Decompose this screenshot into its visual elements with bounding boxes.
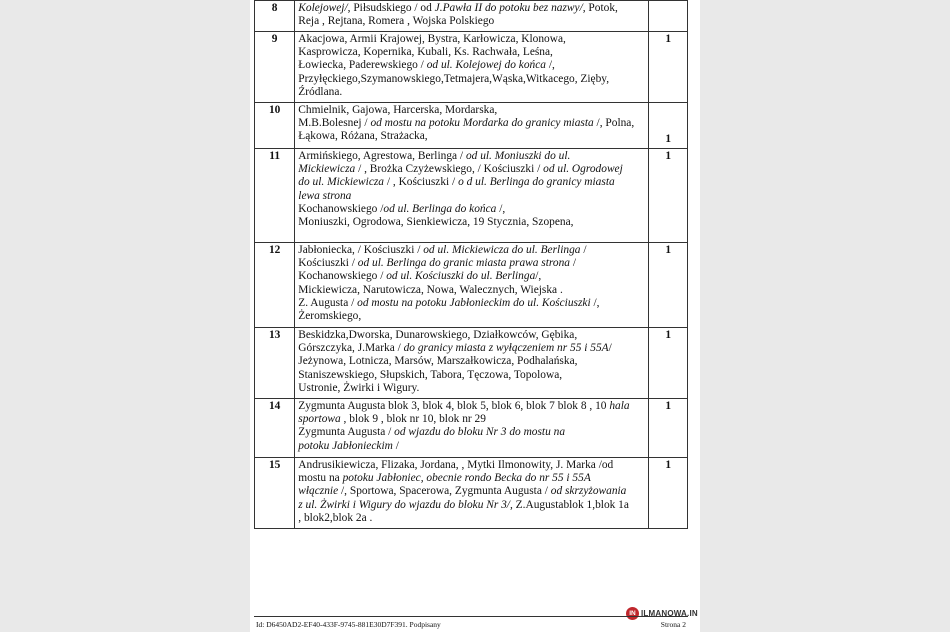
document-id: Id: D6450AD2-EF40-433F-9745-881E30D7F391. Podpisany xyxy=(256,620,441,629)
text-segment: , blok 9 , blok nr 10, blok nr 29 xyxy=(340,413,486,426)
italic-segment: od mostu na potoku Jabłonieckim do ul. Kościuszki xyxy=(357,296,591,309)
document-page xyxy=(250,0,700,632)
street-line xyxy=(298,86,645,99)
street-line xyxy=(298,329,645,342)
street-line xyxy=(298,459,645,472)
text-segment: / xyxy=(608,342,612,355)
street-line xyxy=(298,15,645,28)
street-line xyxy=(298,216,645,229)
text-segment: Jeżynowa, Lotnicza, Marsów, Marszałkowicza, Podhalańska, xyxy=(298,355,578,368)
footer-divider xyxy=(254,616,688,617)
table-row xyxy=(255,103,688,149)
italic-segment: od ul. Kościuszki do ul. Berlinga xyxy=(386,270,536,283)
street-list xyxy=(295,399,649,458)
italic-segment: Kolejowej/ xyxy=(298,2,348,14)
street-line xyxy=(298,369,645,382)
row-value: 1 xyxy=(649,328,688,399)
text-segment: Mickiewicza, Narutowicza, Nowa, Walecznych, Wiejska . xyxy=(298,283,563,296)
text-segment: / xyxy=(580,244,587,256)
street-line xyxy=(298,355,645,368)
row-value: 1 xyxy=(649,458,688,529)
street-list xyxy=(295,103,649,149)
street-line xyxy=(298,257,645,270)
table-row xyxy=(255,458,688,529)
italic-segment: od ul. Kolejowej do końca xyxy=(426,59,546,72)
street-line xyxy=(298,117,645,130)
street-line xyxy=(298,33,645,46)
table-row xyxy=(255,32,688,103)
row-number: 11 xyxy=(255,149,295,243)
text-segment: Zygmunta Augusta blok 3, blok 4, blok 5, blok 6, blok 7 blok 8 , 10 xyxy=(298,400,610,412)
italic-segment: od ul. Mickiewicza do ul. Berlinga xyxy=(423,244,581,256)
italic-segment: od skrzyżowania xyxy=(550,485,627,498)
text-segment: Ustronie, Żwirki i Wigury. xyxy=(298,381,420,394)
text-segment: mostu na xyxy=(298,472,343,485)
row-number: 15 xyxy=(255,458,295,529)
text-segment: Jabłoniecka, / Kościuszki / xyxy=(298,244,424,256)
table-row xyxy=(255,149,688,243)
street-line xyxy=(298,426,645,439)
text-segment: Staniszewskiego, Słupskich, Tabora, Tęczowa, Topolowa, xyxy=(298,368,563,381)
text-segment: /, xyxy=(545,59,555,72)
street-line xyxy=(298,342,645,355)
text-segment: Reja , Rejtana, Romera , Wojska Polskiego xyxy=(298,15,495,28)
italic-segment: od ul. Ogrodowej xyxy=(543,163,623,176)
italic-segment: J.Pawła II do potoku bez nazwy/, xyxy=(434,2,586,14)
row-value: 1 xyxy=(649,32,688,103)
text-segment: /, Sportowa, Spacerowa, Zygmunta Augusta / xyxy=(338,485,551,498)
row-value: 1 xyxy=(649,149,688,243)
text-segment: M.B.Bolesnej / xyxy=(298,117,371,130)
street-line xyxy=(298,190,645,203)
row-number: 14 xyxy=(255,399,295,458)
street-line xyxy=(298,512,645,525)
row-number: 8 xyxy=(255,1,295,32)
text-segment: Źródlana. xyxy=(298,85,343,98)
street-line xyxy=(298,284,645,297)
italic-segment: o d ul. Berlinga do granicy miasta xyxy=(458,176,615,189)
text-segment: Kościuszki / xyxy=(298,257,358,270)
logo-wordmark: ILMANOWA.IN xyxy=(641,608,698,618)
text-segment: Chmielnik, Gajowa, Harcerska, Mordarska, xyxy=(298,104,498,116)
italic-segment: włącznie xyxy=(298,485,339,498)
street-line xyxy=(298,499,645,512)
page-number: Strona 2 xyxy=(660,620,686,629)
street-list xyxy=(295,243,649,328)
italic-segment: od ul. Berlinga do granic miasta prawa strona xyxy=(357,257,570,270)
text-segment: Łąkowa, Różana, Strażacka, xyxy=(298,130,428,143)
street-line xyxy=(298,203,645,216)
text-segment: /, xyxy=(590,296,600,309)
street-line xyxy=(298,413,645,426)
text-segment: / , Kościuszki / xyxy=(384,176,459,189)
logo-badge: IN xyxy=(626,607,639,620)
italic-segment: do granicy miasta z wyłączeniem nr 55 i 55A xyxy=(403,342,609,355)
table-row xyxy=(255,243,688,328)
street-line xyxy=(298,244,645,257)
text-segment: /, xyxy=(496,202,506,215)
street-line xyxy=(298,46,645,59)
text-segment: Potok, xyxy=(585,2,618,14)
text-segment: Z. Augusta / xyxy=(298,296,358,309)
row-number: 12 xyxy=(255,243,295,328)
text-segment: Andrusikiewicza, Flizaka, Jordana, , Mytki Ilmonowity, J. Marka /od xyxy=(298,459,614,471)
street-line xyxy=(298,400,645,413)
row-value xyxy=(649,1,688,32)
row-number: 13 xyxy=(255,328,295,399)
street-line xyxy=(298,176,645,189)
text-segment: /, xyxy=(535,270,542,283)
street-line xyxy=(298,382,645,395)
italic-segment: od mostu na potoku Mordarka do granicy miasta xyxy=(370,117,594,130)
table-row xyxy=(255,1,688,32)
street-line xyxy=(298,150,645,163)
street-line xyxy=(298,310,645,323)
text-segment: Kochanowskiego / xyxy=(298,202,384,215)
text-segment: Beskidzka,Dworska, Dunarowskiego, Działkowców, Gębika, xyxy=(298,329,578,341)
italic-segment: z ul. Żwirki i Wigury do wjazdu do bloku Nr 3/, xyxy=(298,498,513,511)
street-line xyxy=(298,130,645,143)
text-segment: , blok2,blok 2a . xyxy=(298,511,373,524)
row-value: 1 xyxy=(649,103,688,149)
text-segment: Kochanowskiego / xyxy=(298,270,387,283)
text-segment: /, Polna, xyxy=(593,117,635,130)
text-segment: Przyłęckiego,Szymanowskiego,Tetmajera,Wąska,Witkacego, Zięby, xyxy=(298,72,610,85)
street-list xyxy=(295,458,649,529)
street-list xyxy=(295,328,649,399)
site-logo xyxy=(626,606,698,620)
italic-segment: Mickiewicza xyxy=(298,163,356,176)
street-line xyxy=(298,472,645,485)
row-number: 9 xyxy=(255,32,295,103)
row-value: 1 xyxy=(649,399,688,458)
text-segment: , Piłsudskiego / od xyxy=(347,2,435,14)
italic-segment: sportowa xyxy=(298,413,341,426)
italic-segment: lewa strona xyxy=(298,189,352,202)
street-line xyxy=(298,104,645,117)
street-line xyxy=(298,297,645,310)
italic-segment: hala xyxy=(609,400,630,412)
italic-segment: od ul. Berlinga do końca xyxy=(383,202,497,215)
street-line xyxy=(298,2,645,15)
streets-table xyxy=(254,0,688,529)
italic-segment: od wjazdu do bloku Nr 3 do mostu na xyxy=(394,426,566,439)
street-line xyxy=(298,485,645,498)
text-segment: / xyxy=(569,257,576,270)
text-segment: / , Brożka Czyżewskiego, / Kościuszki / xyxy=(355,163,544,176)
street-list xyxy=(295,1,649,32)
text-segment: Łowiecka, Paderewskiego / xyxy=(298,59,427,72)
row-number: 10 xyxy=(255,103,295,149)
street-line xyxy=(298,59,645,72)
street-list xyxy=(295,32,649,103)
text-segment: Zygmunta Augusta / xyxy=(298,426,395,439)
table-row xyxy=(255,399,688,458)
italic-segment: potoku Jabłonieckim xyxy=(298,439,393,452)
street-line xyxy=(298,270,645,283)
text-segment: Górszczyka, J.Marka / xyxy=(298,342,404,355)
italic-segment: do ul. Mickiewicza xyxy=(298,176,385,189)
text-segment: Kasprowicza, Kopernika, Kubali, Ks. Rachwała, Leśna, xyxy=(298,46,553,59)
text-segment: / xyxy=(392,439,399,452)
text-segment: Z.Augustablok 1,blok 1a xyxy=(512,498,629,511)
text-segment: Armińskiego, Agrestowa, Berlinga / xyxy=(298,150,466,162)
row-value: 1 xyxy=(649,243,688,328)
street-line xyxy=(298,73,645,86)
table-row xyxy=(255,328,688,399)
text-segment: Akacjowa, Armii Krajowej, Bystra, Karłowicza, Klonowa, xyxy=(298,33,566,45)
text-segment: Moniuszki, Ogrodowa, Sienkiewicza, 19 Stycznia, Szopena, xyxy=(298,216,574,229)
italic-segment: potoku Jabłoniec, obecnie rondo Becka do nr 55 i 55A xyxy=(342,472,591,485)
italic-segment: od ul. Moniuszki do ul. xyxy=(465,150,571,162)
street-line xyxy=(298,163,645,176)
street-line xyxy=(298,440,645,453)
street-list xyxy=(295,149,649,243)
text-segment: Żeromskiego, xyxy=(298,310,362,323)
